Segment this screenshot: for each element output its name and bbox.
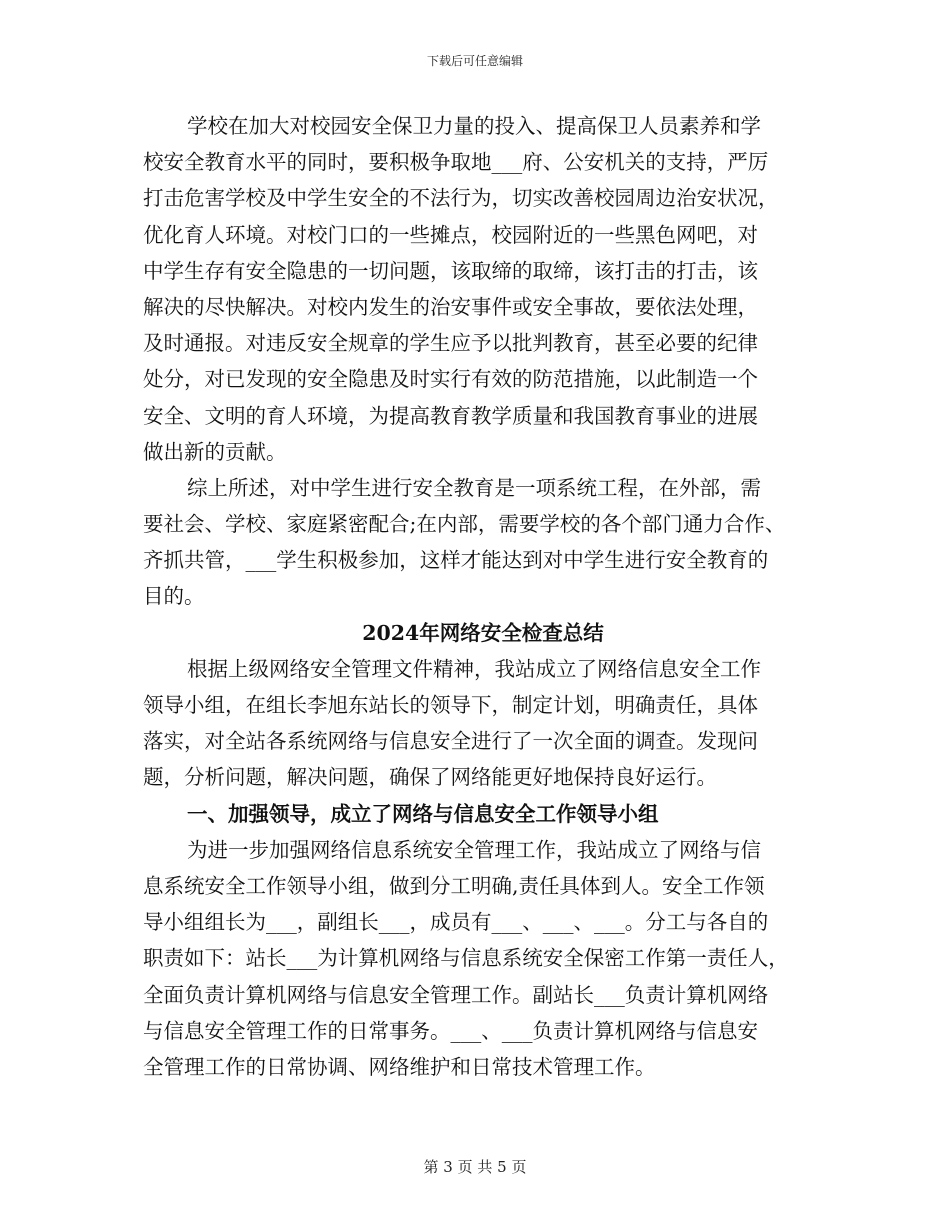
text-line: 为进一步加强网络信息系统安全管理工作，我站成立了网络与信 [187,837,761,862]
text-line: 处分，对已发现的安全隐患及时实行有效的防范措施，以此制造一个 [143,367,758,392]
text-line: 息系统安全工作领导小组，做到分工明确,责任具体到人。安全工作领 [143,873,765,898]
text-line: 根据上级网络安全管理文件精神，我站成立了网络信息安全工作 [187,656,761,681]
document-title: 2024年网络安全检查总结 [362,620,604,645]
paragraph [143,108,823,470]
text-line: 综上所述，对中学生进行安全教育是一项系统工程，在外部，需 [187,475,761,500]
text-line: 全面负责计算机网络与信息安全管理工作。副站长___负责计算机网络 [143,982,769,1007]
text-line: 中学生存有安全隐患的一切问题，该取缔的取缔，该打击的打击，该 [143,258,758,283]
text-line: 校安全教育水平的同时，要积极争取地___府、公安机关的支持，严厉 [143,150,769,175]
text-line: 与信息安全管理工作的日常事务。___、___负责计算机网络与信息安 [143,1018,758,1043]
text-line: 做出新的贡献。 [143,439,287,464]
text-line: 打击危害学校及中学生安全的不法行为，切实改善校园周边治安状况， [143,186,779,211]
page-header: 下载后可任意编辑 [426,54,523,68]
text-line: 目的。 [143,584,205,609]
text-line: 全管理工作的日常协调、网络维护和日常技术管理工作。 [143,1054,656,1079]
document-body [143,108,823,1085]
text-line: 及时通报。对违反安全规章的学生应予以批判教育，甚至必要的纪律 [143,331,758,356]
text-line: 职责如下：站长___为计算机网络与信息系统安全保密工作第一责任人， [143,946,789,971]
paragraph [143,470,823,615]
page-footer: 第 3 页 共 5 页 [423,1158,527,1176]
paragraph [143,651,823,796]
text-line: 学校在加大对校园安全保卫力量的投入、提高保卫人员素养和学 [187,114,761,138]
text-line: 领导小组，在组长李旭东站长的领导下，制定计划，明确责任，具体 [143,693,758,717]
text-line: 落实，对全站各系统网络与信息安全进行了一次全面的调查。发现问 [143,729,758,754]
section-heading: 一、加强领导，成立了网络与信息安全工作领导小组 [187,801,659,826]
paragraph [143,832,823,1085]
text-line: 解决的尽快解决。对校内发生的治安事件或安全事故，要依法处理， [143,294,758,319]
text-line: 要社会、学校、家庭紧密配合;在内部，需要学校的各个部门通力合作、 [143,512,786,537]
text-line: 安全、文明的育人环境，为提高教育教学质量和我国教育事业的进展 [143,403,758,428]
text-line: 优化育人环境。对校门口的一些摊点，校园附近的一些黑色网吧，对 [143,222,758,247]
text-line: 题，分析问题，解决问题，确保了网络能更好地保持良好运行。 [143,765,717,790]
text-line: 导小组组长为___，副组长___，成员有___、___、___。分工与各自的 [143,910,769,935]
text-line: 齐抓共管，___学生积极参加，这样才能达到对中学生进行安全教育的 [143,548,769,573]
